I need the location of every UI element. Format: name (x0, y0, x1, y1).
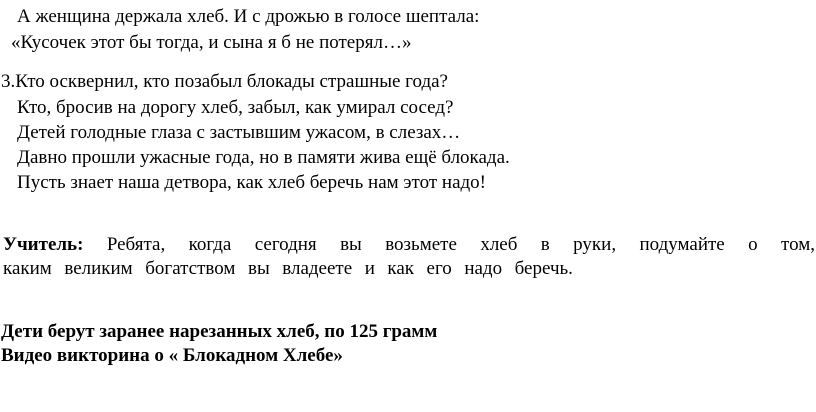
poem-line: «Кусочек этот бы тогда, и сына я б не потерял…» (11, 32, 412, 53)
activity-note: Дети берут заранее нарезанных хлеб, по 125 грамм (1, 321, 438, 342)
word: надо (464, 258, 503, 279)
word: каким (3, 258, 52, 279)
word: том, (781, 234, 815, 255)
word: подумайте (639, 234, 725, 255)
quiz-title: Видео викторина о « Блокадном Хлебе» (1, 345, 343, 366)
poem-line: 3.Кто осквернил, кто позабыл блокады страшные года? (1, 71, 448, 92)
word: хлеб (480, 234, 518, 255)
word: владеете (282, 258, 353, 279)
word: о (748, 234, 758, 255)
word: руки, (573, 234, 617, 255)
word: в (540, 234, 550, 255)
word: вы (340, 234, 362, 255)
word: как (387, 258, 414, 279)
word: беречь. (514, 258, 573, 279)
poem-line: Кто, бросив на дорогу хлеб, забыл, как умирал сосед? (17, 97, 454, 118)
word: сегодня (254, 234, 317, 255)
word: великим (64, 258, 133, 279)
poem-line: Детей голодные глаза с застывшим ужасом, в слезах… (17, 122, 461, 143)
word: когда (188, 234, 232, 255)
poem-line: Давно прошли ужасные года, но в памяти жива ещё блокада. (17, 147, 510, 168)
word: и (364, 258, 375, 279)
teacher-paragraph-line-1 (3, 235, 815, 254)
word: вы (247, 258, 270, 279)
word: богатством (145, 258, 236, 279)
word: возьмете (385, 234, 457, 255)
poem-line: Пусть знает наша детвора, как хлеб беречь нам этот надо! (17, 172, 487, 193)
word: его (426, 258, 452, 279)
teacher-label: Учитель: (3, 234, 84, 255)
poem-line: А женщина держала хлеб. И с дрожью в голосе шептала: (17, 6, 480, 27)
word: Ребята, (106, 234, 166, 255)
teacher-paragraph-line-2 (3, 259, 573, 278)
